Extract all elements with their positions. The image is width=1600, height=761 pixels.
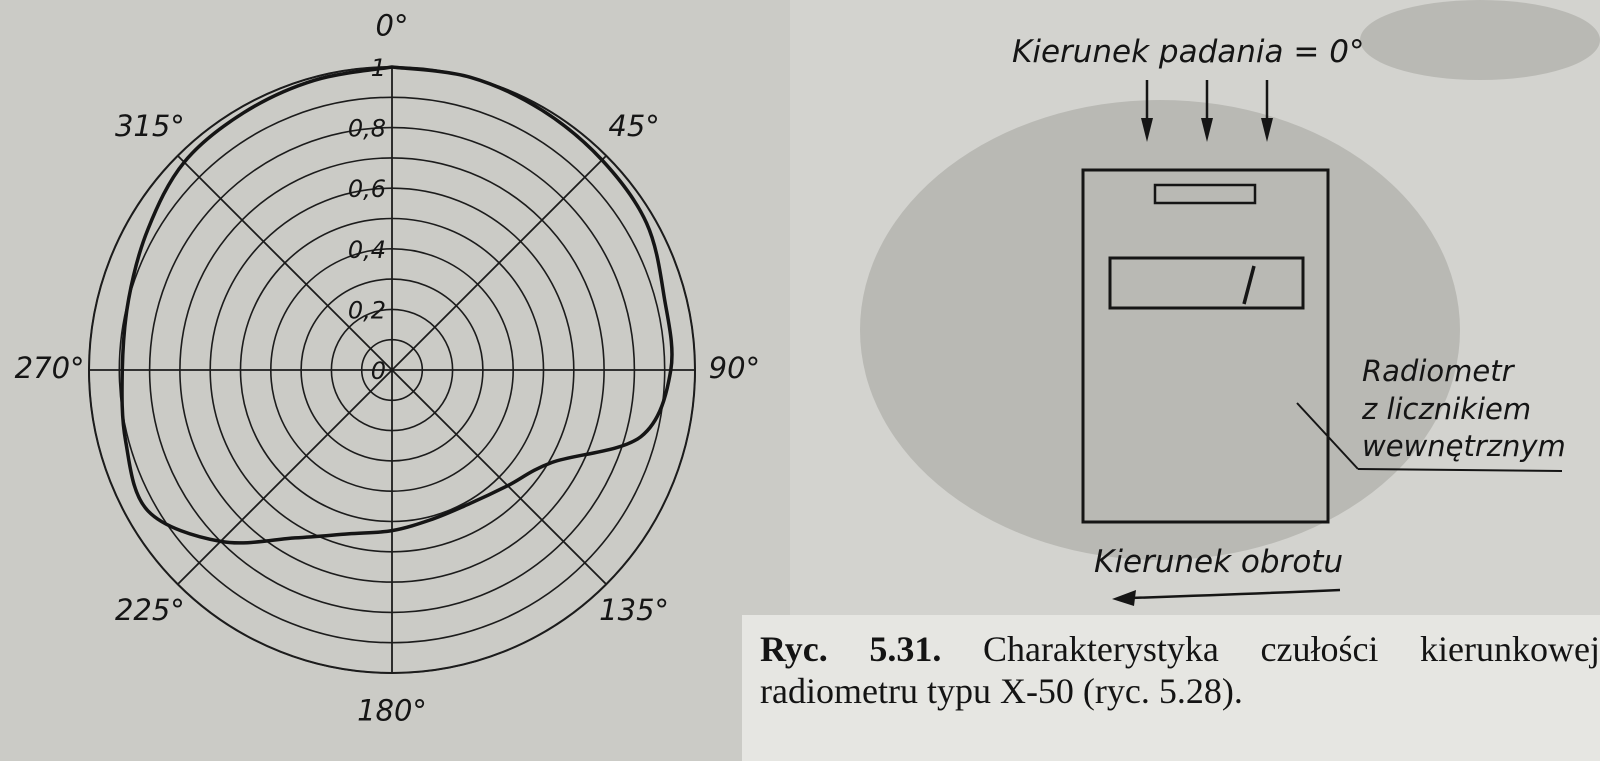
caption-text: Charakterystyka czułości kierunkowej radiometru typu X-50 (ryc. 5.28). bbox=[760, 629, 1600, 711]
angle-axes bbox=[89, 67, 695, 673]
angle-label: 90° bbox=[708, 351, 761, 385]
radial-label: 0 bbox=[370, 357, 386, 385]
device-label-line-3: wewnętrznym bbox=[1362, 429, 1566, 463]
angle-label: 225° bbox=[114, 593, 185, 628]
angle-label: 315° bbox=[114, 108, 185, 143]
radial-label: 0,8 bbox=[347, 114, 386, 143]
angle-label: 135° bbox=[599, 593, 670, 628]
radial-label: 1 bbox=[370, 54, 386, 82]
incidence-direction-label: Kierunek padania = 0° bbox=[1012, 34, 1365, 70]
angle-label: 180° bbox=[357, 693, 427, 728]
radial-label: 0,4 bbox=[347, 235, 386, 264]
figure-caption bbox=[760, 628, 1600, 712]
show-through-shadow-2 bbox=[1360, 0, 1600, 80]
caption-figure-number: Ryc. 5.31. bbox=[760, 629, 942, 669]
device-label-line-1: Radiometr bbox=[1362, 354, 1514, 388]
device-label-line-2: z licznikiem bbox=[1362, 392, 1532, 426]
rotation-direction-label: Kierunek obrotu bbox=[1094, 544, 1344, 580]
radial-label: 0,6 bbox=[347, 175, 386, 204]
angle-label: 0° bbox=[375, 8, 409, 43]
angle-label: 270° bbox=[14, 351, 85, 385]
angle-label: 45° bbox=[608, 108, 660, 143]
radial-label: 0,2 bbox=[347, 296, 386, 325]
